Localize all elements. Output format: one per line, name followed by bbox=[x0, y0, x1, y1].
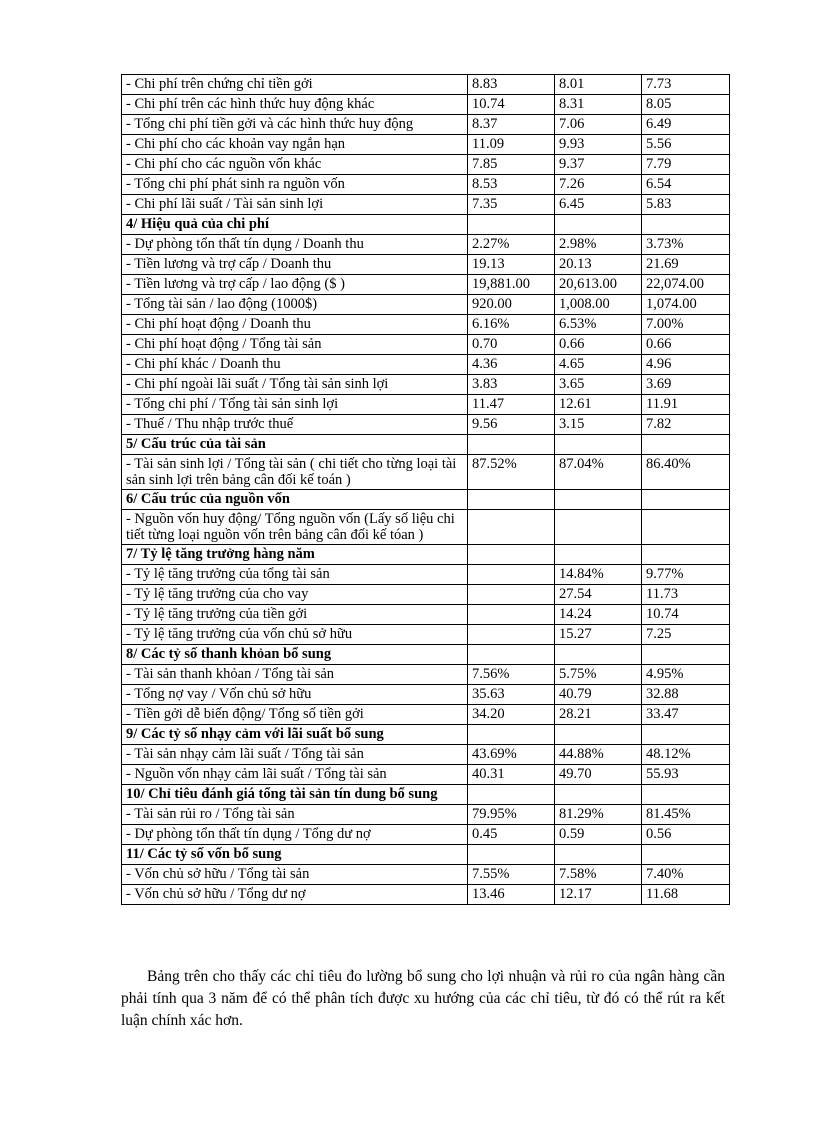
value-year-2: 0.66 bbox=[555, 335, 642, 355]
value-year-2 bbox=[555, 725, 642, 745]
table-row bbox=[122, 315, 730, 335]
value-year-2 bbox=[555, 435, 642, 455]
indicator-label: - Chi phí hoạt động / Doanh thu bbox=[122, 315, 468, 335]
value-year-2: 49.70 bbox=[555, 765, 642, 785]
value-year-2: 9.93 bbox=[555, 135, 642, 155]
value-year-3 bbox=[642, 645, 730, 665]
value-year-1 bbox=[468, 565, 555, 585]
table-row bbox=[122, 705, 730, 725]
value-year-3: 81.45% bbox=[642, 805, 730, 825]
indicator-label: - Chi phí lãi suất / Tài sản sinh lợi bbox=[122, 195, 468, 215]
indicator-label: - Nguồn vốn huy động/ Tổng nguồn vốn (Lấy số liệu chi tiết từng loại nguồn vốn trên bảng cân đối kế tóan ) bbox=[122, 510, 468, 545]
indicator-label: - Chi phí hoạt động / Tổng tài sản bbox=[122, 335, 468, 355]
value-year-3: 7.82 bbox=[642, 415, 730, 435]
value-year-3: 0.66 bbox=[642, 335, 730, 355]
value-year-2: 3.15 bbox=[555, 415, 642, 435]
value-year-2: 12.17 bbox=[555, 885, 642, 905]
value-year-1: 87.52% bbox=[468, 455, 555, 490]
value-year-2: 20.13 bbox=[555, 255, 642, 275]
financial-ratio-table-body bbox=[122, 75, 730, 905]
value-year-1: 0.70 bbox=[468, 335, 555, 355]
value-year-2: 4.65 bbox=[555, 355, 642, 375]
indicator-label: - Chi phí trên chứng chỉ tiền gởi bbox=[122, 75, 468, 95]
value-year-2: 27.54 bbox=[555, 585, 642, 605]
section-title: 5/ Cấu trúc của tài sản bbox=[122, 435, 468, 455]
table-row bbox=[122, 75, 730, 95]
value-year-3: 32.88 bbox=[642, 685, 730, 705]
value-year-3: 21.69 bbox=[642, 255, 730, 275]
section-title: 6/ Cấu trúc của nguồn vốn bbox=[122, 490, 468, 510]
indicator-label: - Chi phí cho các khoản vay ngắn hạn bbox=[122, 135, 468, 155]
value-year-3: 7.79 bbox=[642, 155, 730, 175]
value-year-1 bbox=[468, 490, 555, 510]
indicator-label: - Tỷ lệ tăng trưởng của vốn chủ sở hữu bbox=[122, 625, 468, 645]
value-year-1 bbox=[468, 785, 555, 805]
value-year-2: 20,613.00 bbox=[555, 275, 642, 295]
table-row bbox=[122, 625, 730, 645]
indicator-label: - Tổng tài sản / lao động (1000$) bbox=[122, 295, 468, 315]
value-year-1: 7.85 bbox=[468, 155, 555, 175]
value-year-2: 8.31 bbox=[555, 95, 642, 115]
table-row bbox=[122, 805, 730, 825]
table-row bbox=[122, 135, 730, 155]
section-header-row bbox=[122, 845, 730, 865]
value-year-1 bbox=[468, 845, 555, 865]
value-year-2 bbox=[555, 645, 642, 665]
value-year-1 bbox=[468, 725, 555, 745]
table-row bbox=[122, 605, 730, 625]
value-year-1: 7.55% bbox=[468, 865, 555, 885]
indicator-label: - Tỷ lệ tăng trưởng của cho vay bbox=[122, 585, 468, 605]
value-year-3 bbox=[642, 510, 730, 545]
section-header-row bbox=[122, 725, 730, 745]
indicator-label: - Tài sản nhạy cảm lãi suất / Tổng tài sản bbox=[122, 745, 468, 765]
table-row bbox=[122, 765, 730, 785]
value-year-2: 9.37 bbox=[555, 155, 642, 175]
value-year-2: 15.27 bbox=[555, 625, 642, 645]
indicator-label: - Dự phòng tổn thất tín dụng / Doanh thu bbox=[122, 235, 468, 255]
value-year-2: 3.65 bbox=[555, 375, 642, 395]
indicator-label: - Vốn chủ sở hữu / Tổng tài sản bbox=[122, 865, 468, 885]
indicator-label: - Tiền lương và trợ cấp / lao động ($ ) bbox=[122, 275, 468, 295]
value-year-1: 7.56% bbox=[468, 665, 555, 685]
indicator-label: - Tỷ lệ tăng trưởng của tiền gởi bbox=[122, 605, 468, 625]
value-year-1: 35.63 bbox=[468, 685, 555, 705]
value-year-3: 8.05 bbox=[642, 95, 730, 115]
value-year-1: 19,881.00 bbox=[468, 275, 555, 295]
section-header-row bbox=[122, 215, 730, 235]
value-year-1: 10.74 bbox=[468, 95, 555, 115]
value-year-2: 7.06 bbox=[555, 115, 642, 135]
value-year-3: 5.83 bbox=[642, 195, 730, 215]
value-year-1: 7.35 bbox=[468, 195, 555, 215]
table-row bbox=[122, 510, 730, 545]
value-year-3 bbox=[642, 490, 730, 510]
value-year-1 bbox=[468, 645, 555, 665]
value-year-1: 3.83 bbox=[468, 375, 555, 395]
value-year-2: 14.84% bbox=[555, 565, 642, 585]
section-title: 11/ Các tỷ số vốn bổ sung bbox=[122, 845, 468, 865]
value-year-3: 22,074.00 bbox=[642, 275, 730, 295]
value-year-2: 1,008.00 bbox=[555, 295, 642, 315]
section-title: 7/ Tỷ lệ tăng trưởng hàng năm bbox=[122, 545, 468, 565]
value-year-1 bbox=[468, 510, 555, 545]
table-row bbox=[122, 375, 730, 395]
value-year-2 bbox=[555, 845, 642, 865]
value-year-2: 7.58% bbox=[555, 865, 642, 885]
table-row bbox=[122, 335, 730, 355]
value-year-1 bbox=[468, 215, 555, 235]
indicator-label: - Vốn chủ sở hữu / Tổng dư nợ bbox=[122, 885, 468, 905]
value-year-3: 7.25 bbox=[642, 625, 730, 645]
value-year-2 bbox=[555, 785, 642, 805]
value-year-3: 11.68 bbox=[642, 885, 730, 905]
table-row bbox=[122, 295, 730, 315]
value-year-1 bbox=[468, 605, 555, 625]
value-year-2: 6.45 bbox=[555, 195, 642, 215]
table-row bbox=[122, 585, 730, 605]
value-year-1: 8.53 bbox=[468, 175, 555, 195]
value-year-3 bbox=[642, 845, 730, 865]
value-year-3: 1,074.00 bbox=[642, 295, 730, 315]
table-row bbox=[122, 665, 730, 685]
table-row bbox=[122, 275, 730, 295]
value-year-2: 7.26 bbox=[555, 175, 642, 195]
indicator-label: - Tổng chi phí phát sinh ra nguồn vốn bbox=[122, 175, 468, 195]
indicator-label: - Tài sản thanh khỏan / Tổng tài sản bbox=[122, 665, 468, 685]
table-row bbox=[122, 235, 730, 255]
value-year-3: 10.74 bbox=[642, 605, 730, 625]
value-year-1: 19.13 bbox=[468, 255, 555, 275]
indicator-label: - Tài sản rủi ro / Tổng tài sản bbox=[122, 805, 468, 825]
value-year-2: 28.21 bbox=[555, 705, 642, 725]
table-row bbox=[122, 825, 730, 845]
table-row bbox=[122, 395, 730, 415]
section-header-row bbox=[122, 645, 730, 665]
value-year-3: 11.91 bbox=[642, 395, 730, 415]
value-year-2: 6.53% bbox=[555, 315, 642, 335]
value-year-3: 5.56 bbox=[642, 135, 730, 155]
table-row bbox=[122, 745, 730, 765]
value-year-2: 0.59 bbox=[555, 825, 642, 845]
value-year-3 bbox=[642, 215, 730, 235]
table-row bbox=[122, 175, 730, 195]
value-year-2: 5.75% bbox=[555, 665, 642, 685]
section-title: 8/ Các tỷ số thanh khỏan bổ sung bbox=[122, 645, 468, 665]
value-year-1: 8.83 bbox=[468, 75, 555, 95]
indicator-label: - Thuế / Thu nhập trước thuế bbox=[122, 415, 468, 435]
value-year-3: 6.54 bbox=[642, 175, 730, 195]
value-year-3: 3.73% bbox=[642, 235, 730, 255]
indicator-label: - Tổng chi phí tiền gởi và các hình thức huy động bbox=[122, 115, 468, 135]
value-year-3: 4.95% bbox=[642, 665, 730, 685]
financial-ratio-table bbox=[121, 74, 730, 905]
value-year-3: 86.40% bbox=[642, 455, 730, 490]
section-header-row bbox=[122, 785, 730, 805]
indicator-label: - Chi phí cho các nguồn vốn khác bbox=[122, 155, 468, 175]
section-title: 4/ Hiệu quả của chi phí bbox=[122, 215, 468, 235]
table-row bbox=[122, 885, 730, 905]
section-header-row bbox=[122, 435, 730, 455]
value-year-1: 79.95% bbox=[468, 805, 555, 825]
section-header-row bbox=[122, 545, 730, 565]
indicator-label: - Tổng chi phí / Tổng tài sản sinh lợi bbox=[122, 395, 468, 415]
value-year-1 bbox=[468, 625, 555, 645]
value-year-3 bbox=[642, 435, 730, 455]
table-row bbox=[122, 565, 730, 585]
value-year-2: 2.98% bbox=[555, 235, 642, 255]
table-row bbox=[122, 865, 730, 885]
section-header-row bbox=[122, 490, 730, 510]
value-year-3 bbox=[642, 725, 730, 745]
table-row bbox=[122, 95, 730, 115]
value-year-3: 7.40% bbox=[642, 865, 730, 885]
table-row bbox=[122, 355, 730, 375]
value-year-1: 2.27% bbox=[468, 235, 555, 255]
value-year-3 bbox=[642, 785, 730, 805]
value-year-2: 8.01 bbox=[555, 75, 642, 95]
value-year-3 bbox=[642, 545, 730, 565]
value-year-2 bbox=[555, 545, 642, 565]
table-row bbox=[122, 255, 730, 275]
value-year-3: 33.47 bbox=[642, 705, 730, 725]
value-year-2: 40.79 bbox=[555, 685, 642, 705]
value-year-1 bbox=[468, 585, 555, 605]
table-row bbox=[122, 685, 730, 705]
value-year-1 bbox=[468, 545, 555, 565]
table-row bbox=[122, 415, 730, 435]
indicator-label: - Tổng nợ vay / Vốn chủ sở hữu bbox=[122, 685, 468, 705]
value-year-3: 9.77% bbox=[642, 565, 730, 585]
section-title: 10/ Chỉ tiêu đánh giá tổng tài sản tín dung bổ sung bbox=[122, 785, 468, 805]
table-row bbox=[122, 455, 730, 490]
indicator-label: - Tỷ lệ tăng trưởng của tổng tài sản bbox=[122, 565, 468, 585]
value-year-2: 14.24 bbox=[555, 605, 642, 625]
value-year-2: 87.04% bbox=[555, 455, 642, 490]
indicator-label: - Tiền gởi dễ biến động/ Tổng số tiền gởi bbox=[122, 705, 468, 725]
value-year-3: 4.96 bbox=[642, 355, 730, 375]
indicator-label: - Dự phòng tổn thất tín dụng / Tổng dư nợ bbox=[122, 825, 468, 845]
value-year-3: 7.00% bbox=[642, 315, 730, 335]
value-year-3: 7.73 bbox=[642, 75, 730, 95]
value-year-1: 0.45 bbox=[468, 825, 555, 845]
summary-paragraph: Bảng trên cho thấy các chỉ tiêu đo lường bổ sung cho lợi nhuận và rủi ro của ngân hàng cần phải tính qua 3 năm để có thể phân tích được xu hướng của các chỉ tiêu, từ đó có thể rút ra kết luận chính xác hơn. bbox=[121, 968, 725, 1029]
value-year-3: 0.56 bbox=[642, 825, 730, 845]
value-year-3: 48.12% bbox=[642, 745, 730, 765]
indicator-label: - Tài sản sinh lợi / Tổng tài sản ( chi tiết cho từng loại tài sản sinh lợi trên bảng cân đối kế toán ) bbox=[122, 455, 468, 490]
table-row bbox=[122, 195, 730, 215]
value-year-2: 81.29% bbox=[555, 805, 642, 825]
section-title: 9/ Các tỷ số nhạy cảm với lãi suất bổ sung bbox=[122, 725, 468, 745]
value-year-3: 3.69 bbox=[642, 375, 730, 395]
indicator-label: - Nguồn vốn nhạy cảm lãi suất / Tổng tài sản bbox=[122, 765, 468, 785]
indicator-label: - Chi phí trên các hình thức huy động khác bbox=[122, 95, 468, 115]
value-year-3: 6.49 bbox=[642, 115, 730, 135]
value-year-1: 6.16% bbox=[468, 315, 555, 335]
value-year-1: 13.46 bbox=[468, 885, 555, 905]
table-row bbox=[122, 115, 730, 135]
indicator-label: - Chi phí ngoài lãi suất / Tổng tài sản sinh lợi bbox=[122, 375, 468, 395]
value-year-1: 43.69% bbox=[468, 745, 555, 765]
value-year-1: 11.47 bbox=[468, 395, 555, 415]
value-year-1: 8.37 bbox=[468, 115, 555, 135]
value-year-1: 920.00 bbox=[468, 295, 555, 315]
value-year-2 bbox=[555, 215, 642, 235]
value-year-1: 40.31 bbox=[468, 765, 555, 785]
value-year-2 bbox=[555, 510, 642, 545]
value-year-1: 34.20 bbox=[468, 705, 555, 725]
value-year-2: 12.61 bbox=[555, 395, 642, 415]
value-year-1 bbox=[468, 435, 555, 455]
indicator-label: - Chi phí khác / Doanh thu bbox=[122, 355, 468, 375]
indicator-label: - Tiền lương và trợ cấp / Doanh thu bbox=[122, 255, 468, 275]
value-year-2: 44.88% bbox=[555, 745, 642, 765]
value-year-2 bbox=[555, 490, 642, 510]
value-year-1: 4.36 bbox=[468, 355, 555, 375]
table-row bbox=[122, 155, 730, 175]
value-year-1: 9.56 bbox=[468, 415, 555, 435]
value-year-3: 55.93 bbox=[642, 765, 730, 785]
value-year-3: 11.73 bbox=[642, 585, 730, 605]
value-year-1: 11.09 bbox=[468, 135, 555, 155]
